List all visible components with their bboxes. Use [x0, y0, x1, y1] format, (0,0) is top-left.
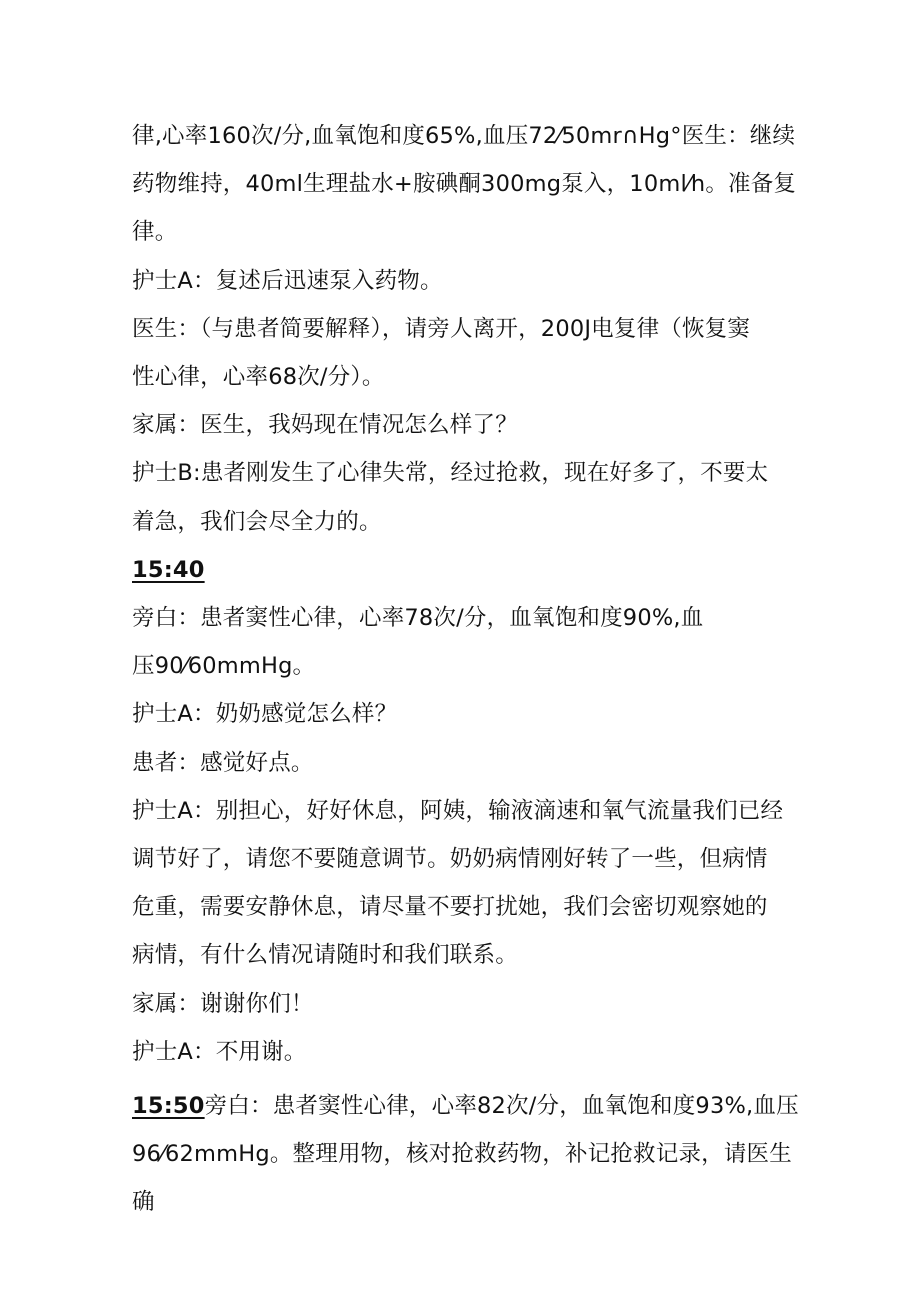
paragraph-narration-1540: [132, 594, 802, 690]
text-line: 旁白：患者窦性心律，心率82次/分，血氧饱和度93%,血压: [204, 1093, 799, 1120]
paragraph-family-question: [132, 401, 802, 449]
document-body: [132, 112, 802, 1227]
text-line: 压90⁄60mmHg。: [132, 653, 316, 680]
paragraph-patient-reply: [132, 739, 802, 787]
paragraph-time-1540: [132, 546, 802, 594]
text-line: 医生：（与患者简要解释），请旁人离开，200J电复律（恢复窦: [132, 315, 751, 342]
paragraph-nurse-a-repeat: [132, 257, 802, 305]
text-line: 护士A：奶奶感觉怎么样？: [132, 701, 398, 728]
text-line: 着急，我们会尽全力的。: [132, 508, 382, 535]
text-line: 调节好了，请您不要随意调节。奶奶病情刚好转了一些，但病情: [132, 846, 768, 873]
text-line: 护士B:患者刚发生了心律失常，经过抢救，现在好多了，不要太: [132, 460, 769, 487]
text-line: 96⁄62mmHg。整理用物，核对抢救药物，补记抢救记录，请医生确: [132, 1141, 792, 1216]
text-line: 护士A：不用谢。: [132, 1038, 307, 1065]
text-line: 性心律，心率68次/分）。: [132, 364, 385, 391]
text-line: 护士A：别担心，好好休息，阿姨，输液滴速和氧气流量我们已经: [132, 797, 784, 824]
text-line: 危重，需要安静休息，请尽量不要打扰她，我们会密切观察她的: [132, 894, 768, 921]
text-line: 家属：谢谢你们！: [132, 990, 314, 1017]
text-line: 药物维持，40ml生理盐水+胺碘酮300mg泵入，10ml⁄h。准备复: [132, 171, 797, 198]
text-line: 患者：感觉好点。: [132, 749, 314, 776]
paragraph-medication-order: [132, 112, 802, 257]
text-line: 旁白：患者窦性心律，心率78次/分，血氧饱和度90%,血: [132, 605, 704, 632]
text-line: 护士A：复述后迅速泵入药物。: [132, 267, 443, 294]
text-line: 家属：医生，我妈现在情况怎么样了？: [132, 412, 518, 439]
paragraph-nurse-a-instructions: [132, 787, 802, 980]
text-line: 律,心率160次/分,血氧饱和度65%,血压72⁄50mr∩Hg°医生：继续: [132, 123, 796, 149]
paragraph-nurse-a-ask: [132, 690, 802, 738]
paragraph-doctor-cardioversion: [132, 305, 802, 401]
text-line: 病情，有什么情况请随时和我们联系。: [132, 942, 518, 969]
timestamp: 15:50: [132, 1093, 205, 1120]
paragraph-narration-1550: [132, 1082, 802, 1227]
paragraph-nurse-a-welcome: [132, 1028, 802, 1076]
paragraph-family-thanks: [132, 980, 802, 1028]
timestamp: 15:40: [132, 556, 205, 583]
paragraph-nurse-b-reassure: [132, 449, 802, 545]
text-line: 律。: [132, 219, 178, 246]
